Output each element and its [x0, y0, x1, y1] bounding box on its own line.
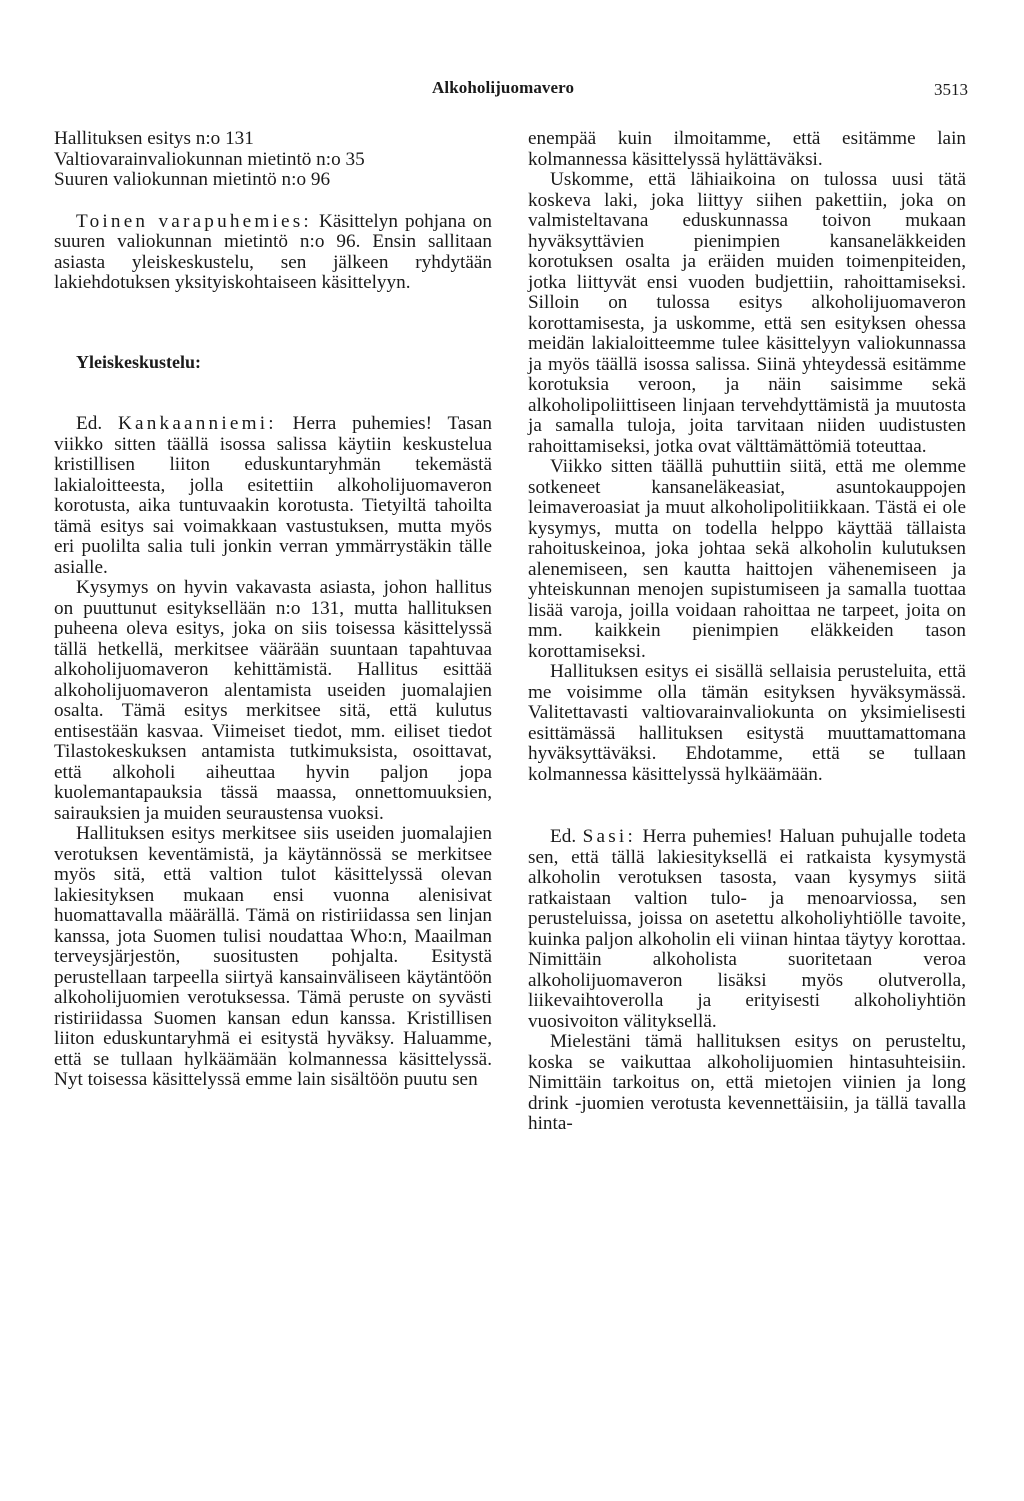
page-number: 3513	[934, 80, 968, 99]
speaker-paragraph	[528, 827, 966, 1032]
document-reference: Suuren valiokunnan mietintö n:o 96	[54, 169, 331, 190]
speech-text: Herra puhemies! Haluan puhujalle todeta sen, että tällä lakiesityksellä ei ratkaista kysymystä alkoholin verotuksen tasosta, vaan kysymys siitä ratkaistaan valtion tulo- ja menoarviossa, sen perusteluissa, joissa on asetettu alkoholiyhtiölle tavoite, kuinka paljon alkoholin eli viinan hintaa täytyy korottaa. Nimittäin alkoholista suoritetaan veroa alkoholijuomaveron lisäksi myös olutverolla, liikevaihtoverolla ja erityisesti alkoholiyhtiön vuosivoiton välityksellä.	[528, 826, 966, 1032]
speech-paragraph: Uskomme, että lähiaikoina on tulossa uusi tätä koskeva laki, joka liittyy siihen pakettiin, joka on valmisteltavana eduskunnassa toivon mukaan hyväksyttävien pienimpien kansaneläkkeiden korotuksen osalta ja eräiden muiden toimenpiteiden, jotka liittyvät ensi vuoden budjettiin, rahoittamiseksi. Silloin on tulossa esitys alkoholijuomaveron korottamisesta, ja uskomme, että sen esityksen ohessa meidän lakialoitteemme tulee käsittelyyn valiokunnassa ja myös täällä isossa salissa. Siinä yhteydessä esitämme korotuksia veroon, ja näin saisimme sekä alkoholipoliittiseen linjaan tervehdyttämistä ja muutosta ja samalla tuloja, joita tarvitaan niiden uudistusten rahoittamiseksi, jotka ovat välttämättömiä toteuttaa.	[528, 169, 966, 457]
speaker-prefix: Ed.	[550, 826, 583, 847]
speech-text: Käsittelyn pohjana on suuren valiokunnan mietintö n:o 96. Ensin sallitaan asiasta yleiskeskustelu, sen jälkeen ryhdytään lakiehdotuksen yksityiskohtaiseen käsittelyyn.	[54, 210, 492, 293]
left-column	[54, 129, 492, 1091]
page-header	[0, 78, 1024, 102]
speech-paragraph: enempää kuin ilmoitamme, että esitämme lain kolmannessa käsittelyssä hylättäväksi.	[528, 128, 966, 170]
speaker-name: Toinen varapuhemies:	[76, 210, 312, 232]
speech-paragraph: Hallituksen esitys ei sisällä sellaisia perusteluita, että me voisimme olla tämän esityksen hyväksymässä. Valitettavasti valtiovarainvaliokunta on yksimielisesti esittämässä hallituksen esitystä muuttamattomana hyväksyttäväksi. Ehdotamme, että se tullaan kolmannessa käsittelyssä hylkäämään.	[528, 661, 966, 785]
speaker-name: Sasi:	[582, 826, 636, 847]
document-reference: Hallituksen esitys n:o 131	[54, 128, 254, 149]
speaker-paragraph	[54, 414, 492, 578]
section-heading: Yleiskeskustelu:	[76, 351, 202, 372]
speech-paragraph: Viikko sitten täällä puhuttiin siitä, että me olemme sotkeneet kansaneläkeasiat, asuntokauppojen leimaveroasiat ja muut alkoholipolitiikkaan. Tästä ei ole kysymys, mutta on todella helppo käyttää tällaista rahoituskeinoa, joka johtaa sekä alkoholin kulutuksen alenemiseen, sen kautta haittojen vähenemiseen ja yhteiskunnan menojen supistumiseen ja samalla tuottaa lisää varoja, joilla voidaan rahoittaa ne tarpeet, joita on mm. kaikkein pienimpien eläkkeiden tason korottamiseksi.	[528, 456, 966, 662]
speech-paragraph: Mielestäni tämä hallituksen esitys on perusteltu, koska se vaikuttaa alkoholijuomien hintasuhteisiin. Nimittäin tarkoitus on, että mietojen viinien ja long drink -juomien verotusta kevennettäisiin, ja tällä tavalla hinta-	[528, 1031, 966, 1134]
speech-paragraph: Hallituksen esitys merkitsee siis useiden juomalajien verotuksen keventämistä, ja käytännössä se merkitsee myös sitä, että valtion tulot käsittelyssä olevan lakiesityksen mukaan ensi vuonna alenisivat huomattavalla määrällä. Tämä on ristiriidassa sen linjan kanssa, jota Suomen tulisi noudattaa Who:n, Maailman terveysjärjestön, suositusten pohjalta. Esitystä perustellaan tarpeella siirtyä kansainväliseen käytäntöön alkoholijuomien verotuksessa. Tämä peruste on syvästi ristiriidassa Suomen kansan edun kanssa. Kristillisen liiton eduskuntaryhmä ei esitystä hyväksy. Haluamme, että se tullaan hylkäämään kolmannessa käsittelyssä. Nyt toisessa käsittelyssä emme lain sisältöön puutu sen	[54, 823, 492, 1090]
right-column	[528, 129, 966, 1135]
speaker-paragraph	[54, 212, 492, 294]
speech-paragraph: Kysymys on hyvin vakavasta asiasta, johon hallitus on puuttunut esityksellään n:o 131, mutta hallituksen puheena oleva esitys, joka on siis toisessa käsittelyssä tällä hetkellä, merkitsee väärään suuntaan tapahtuvaa alkoholijuomaveron kehittämistä. Hallitus esittää alkoholijuomaveron alentamista useiden juomalajien osalta. Tämä esitys merkitsee sitä, että kulutus entisestään kasvaa. Viimeiset tiedot, mm. eiliset tiedot Tilastokeskuksen antamista tutkimuksista, osoittavat, että alkoholi aiheuttaa hyvin paljon jopa kuolemantapauksia tässä maassa, onnettomuuksien, sairauksien ja muiden seuraustensa vuoksi.	[54, 577, 492, 824]
document-reference: Valtiovarainvaliokunnan mietintö n:o 35	[54, 148, 365, 170]
speaker-prefix: Ed.	[76, 413, 118, 434]
running-title: Alkoholijuomavero	[432, 78, 575, 97]
speech-text: Herra puhemies! Tasan viikko sitten täällä isossa salissa käytiin keskustelua kristillisen liiton eduskuntaryhmän tekemästä lakialoitteesta, jolla esitettiin alkoholijuomaveron korotusta, aika tuntuvaakin korotusta. Tietyiltä tahoilta tämä esitys sai voimakkaan vastustuksen, mutta myös eri puolilta salia tuli jonkin verran ymmärrystäkin tälle asialle.	[54, 413, 492, 578]
speaker-name: Kankaanniemi:	[117, 413, 277, 434]
